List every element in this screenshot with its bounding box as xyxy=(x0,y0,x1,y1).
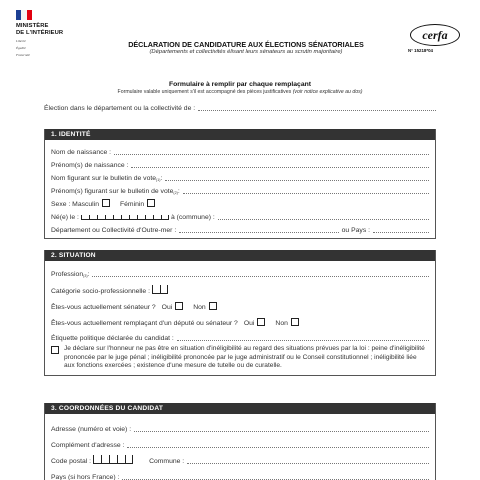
non-label: Non xyxy=(275,320,288,327)
profession-row: Profession $_{(3)}$ : xyxy=(51,264,429,278)
form-note xyxy=(40,89,440,95)
pays-naissance-label: ou Pays : xyxy=(341,227,370,234)
senateur-row xyxy=(51,295,429,311)
categorie-field[interactable] xyxy=(152,286,168,294)
adresse-row xyxy=(51,417,429,433)
ministry-name-line2: DE L'INTÉRIEUR xyxy=(16,29,64,36)
adresse-label: Adresse (numéro et voie) : xyxy=(51,426,132,433)
profession-label: Profession xyxy=(51,271,84,278)
commune-label: Commune : xyxy=(149,458,185,465)
section-identite xyxy=(44,129,436,239)
remplacant-non-checkbox[interactable] xyxy=(291,318,299,326)
motto-line2: Égalité xyxy=(16,46,26,50)
complement-row xyxy=(51,433,429,449)
adresse-field[interactable] xyxy=(134,424,429,432)
feminin-label: Féminin xyxy=(119,201,145,208)
departement-label: Département ou Collectivité d'Outre-mer : xyxy=(51,227,177,234)
prenoms-field[interactable] xyxy=(131,160,429,168)
ministry-name-line1: MINISTÈRE xyxy=(16,23,49,29)
nom-naissance-field[interactable] xyxy=(114,147,429,155)
remplacant-row xyxy=(51,311,429,327)
pays-field[interactable] xyxy=(122,472,429,480)
footnote-ref: (3) xyxy=(83,274,88,278)
senateur-oui-checkbox[interactable] xyxy=(175,302,183,310)
sexe-row xyxy=(51,195,429,208)
footnote-ref: (2) xyxy=(173,191,178,195)
election-field xyxy=(44,104,436,112)
election-input-line[interactable] xyxy=(198,104,436,111)
non-label: Non xyxy=(193,304,206,311)
section-heading: 2. SITUATION xyxy=(45,250,435,261)
election-label: Élection dans le département ou la collectivité de : xyxy=(44,105,196,112)
prenom-bulletin-row: Prénom(s) figurant sur le bulletin de vote $_{(2)}$ : xyxy=(51,182,429,195)
nom-naissance-row xyxy=(51,143,429,156)
date-naissance-field[interactable] xyxy=(81,212,169,220)
oui-label: Oui xyxy=(243,320,255,327)
pays-row xyxy=(51,465,429,480)
departement-field[interactable] xyxy=(179,225,338,233)
complement-field[interactable] xyxy=(127,440,429,448)
remplacant-oui-checkbox[interactable] xyxy=(257,318,265,326)
etiquette-field[interactable] xyxy=(177,333,429,341)
prenoms-label: Prénom(s) de naissance : xyxy=(51,162,129,169)
declaration-text: Je déclare sur l'honneur ne pas être en situation d'inéligibilité au regard des situations prévues par la loi : peine d'inéligibilité prononcée par le juge pénal ; inéligibilité prononcée par le juge administratif ou le Conseil constitutionnel ; inéligibilité liée aux fonctions exercées ; existence d'une mesure de tutelle ou de curatelle. xyxy=(64,345,425,370)
declaration-honneur xyxy=(51,345,429,371)
categorie-row xyxy=(51,278,429,295)
prenom-bulletin-label: Prénom(s) figurant sur le bulletin de vote xyxy=(51,188,174,195)
code-postal-row xyxy=(51,449,429,465)
complement-label: Complément d'adresse : xyxy=(51,442,125,449)
nom-bulletin-label: Nom figurant sur le bulletin de vote xyxy=(51,175,157,182)
nom-bulletin-row: Nom figurant sur le bulletin de vote $_{(1)}$ : xyxy=(51,169,429,182)
nom-bulletin-field[interactable] xyxy=(165,173,429,181)
departement-row xyxy=(51,221,429,234)
masculin-checkbox[interactable] xyxy=(102,199,110,207)
motto-line1: Liberté xyxy=(16,39,26,43)
document-subtitle: (Départements et collectivités élisant leurs sénateurs au scrutin majoritaire) xyxy=(149,49,343,55)
pays-naissance-field[interactable] xyxy=(373,225,429,233)
form-title: Formulaire à remplir par chaque remplaçant xyxy=(168,81,312,88)
senateur-non-checkbox[interactable] xyxy=(209,302,217,310)
feminin-checkbox[interactable] xyxy=(147,199,155,207)
remplacant-question: Êtes-vous actuellement remplaçant d'un député ou sénateur ? xyxy=(51,320,238,327)
profession-field[interactable] xyxy=(92,269,429,277)
senateur-question: Êtes-vous actuellement sénateur ? xyxy=(51,304,156,311)
declaration-checkbox[interactable] xyxy=(51,346,59,354)
ministry-logo xyxy=(16,10,96,57)
form-note-text: Formulaire valable uniquement s'il est accompagné des pièces justificatives xyxy=(117,89,293,95)
oui-label: Oui xyxy=(161,304,173,311)
naissance-row xyxy=(51,208,429,221)
ne-le-label: Né(e) le : xyxy=(51,214,79,221)
commune-field[interactable] xyxy=(187,456,429,464)
section-heading: 1. IDENTITÉ xyxy=(45,129,435,140)
cerfa-logo: cerfa xyxy=(410,24,460,46)
cerfa-number: N° 15218*04 xyxy=(408,48,433,53)
motto-line3: Fraternité xyxy=(16,53,30,57)
commune-naissance-label: à (commune) : xyxy=(170,214,215,221)
code-postal-field[interactable] xyxy=(93,456,133,464)
document-title: DÉCLARATION DE CANDIDATURE AUX ÉLECTIONS SÉNATORIALES xyxy=(128,40,364,49)
commune-naissance-field[interactable] xyxy=(218,212,429,220)
footnote-ref: (1) xyxy=(156,178,161,182)
code-postal-label: Code postal : xyxy=(51,458,92,465)
sexe-masculin-label: Sexe : Masculin xyxy=(51,201,99,208)
section-heading: 3. COORDONNÉES DU CANDIDAT xyxy=(45,403,435,414)
section-coordonnees xyxy=(44,403,436,480)
section-situation xyxy=(44,250,436,376)
categorie-label: Catégorie socio-professionnelle : xyxy=(51,288,150,295)
prenom-bulletin-field[interactable] xyxy=(183,186,429,194)
form-note-italic: (voir notice explicative au dos) xyxy=(292,89,363,95)
prenoms-row xyxy=(51,156,429,169)
french-flag-icon xyxy=(16,10,32,20)
etiquette-label: Étiquette politique déclarée du candidat : xyxy=(51,335,174,342)
pays-label: Pays (si hors France) : xyxy=(51,474,120,480)
etiquette-row xyxy=(51,327,429,342)
nom-naissance-label: Nom de naissance : xyxy=(51,149,112,156)
